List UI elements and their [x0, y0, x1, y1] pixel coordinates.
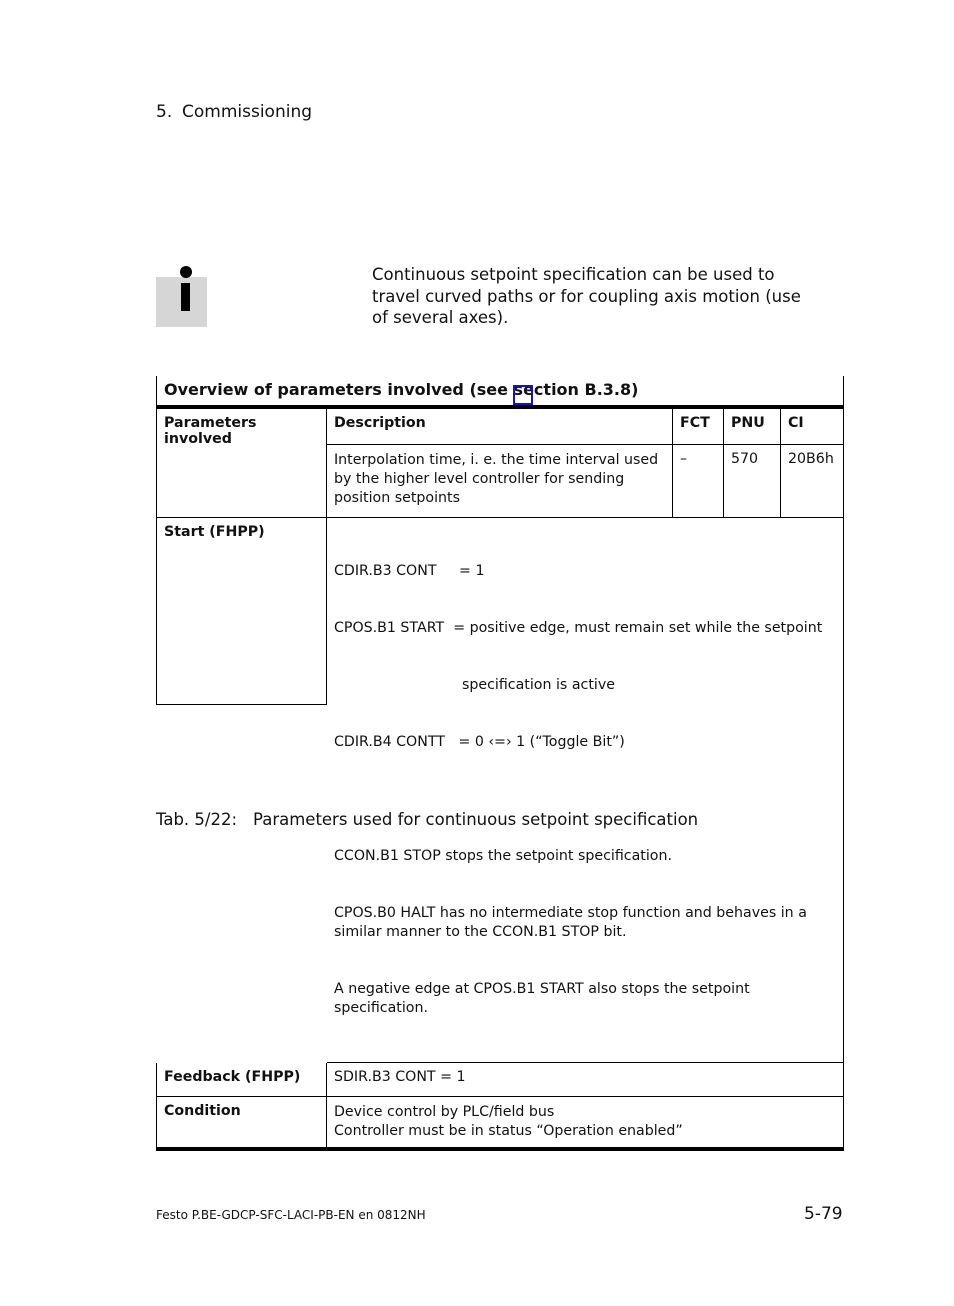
feedback-value: SDIR.B3 CONT = 1: [327, 1063, 844, 1097]
interpolation-description: Interpolation time, i. e. the time interval used by the higher level controller for sending position setpoints: [327, 445, 673, 518]
start-line-cdir-contt: CDIR.B4 CONTT = 0 ‹=› 1 (“Toggle Bit”): [334, 734, 625, 750]
condition-line-device-control: Device control by PLC/field bus: [334, 1104, 555, 1120]
section-header: [156, 102, 312, 122]
start-description: [327, 518, 844, 1063]
caption-label: Tab. 5/22:: [156, 810, 238, 829]
footer-document-id: Festo P.BE-GDCP-SFC-LACI-PB-EN en 0812NH: [156, 1208, 426, 1222]
spacer: [334, 790, 836, 809]
section-title: Commissioning: [182, 102, 313, 122]
ci-value: 20B6h: [781, 445, 844, 518]
info-note-text: Continuous setpoint specification can be used to travel curved paths or for coupling axis motion (use of several axes).: [372, 265, 801, 327]
start-line-negative-edge: A negative edge at CPOS.B1 START also stops the setpoint specification.: [334, 981, 755, 1016]
ci-header: CI: [781, 409, 844, 445]
condition-line-operation-enabled: Controller must be in status “Operation enabled”: [334, 1123, 683, 1139]
pnu-value: 570: [724, 445, 781, 518]
start-line-cdir-cont: CDIR.B3 CONT = 1: [334, 563, 485, 579]
condition-label: Condition: [156, 1097, 327, 1151]
start-line-cpos-start: CPOS.B1 START = positive edge, must remain set while the setpoint: [334, 620, 823, 636]
pnu-header: PNU: [724, 409, 781, 445]
fct-value: –: [673, 445, 724, 518]
parameters-table: [156, 376, 844, 1151]
table-title: Overview of parameters involved (see section B.3.8): [156, 376, 844, 409]
condition-value: [327, 1097, 844, 1151]
cursor-highlight-box: [513, 385, 533, 405]
caption-text: Parameters used for continuous setpoint specification: [253, 810, 699, 829]
start-line-cpos-halt: CPOS.B0 HALT has no intermediate stop function and behaves in a similar manner to the CCON.B1 STOP bit.: [334, 905, 812, 940]
start-line-ccon-stop: CCON.B1 STOP stops the setpoint specification.: [334, 848, 672, 864]
feedback-label: Feedback (FHPP): [156, 1063, 327, 1097]
start-label: Start (FHPP): [156, 518, 327, 705]
start-line-cpos-start-cont: specification is active: [462, 677, 615, 693]
params-involved-header: Parameters involved: [156, 409, 327, 518]
info-icon: [180, 266, 192, 278]
fct-header: FCT: [673, 409, 724, 445]
info-icon-stem: [181, 283, 190, 311]
description-header: Description: [327, 409, 673, 445]
footer-page-number: 5-79: [804, 1204, 843, 1224]
table-caption: [156, 810, 698, 829]
section-number: 5.: [156, 102, 173, 122]
